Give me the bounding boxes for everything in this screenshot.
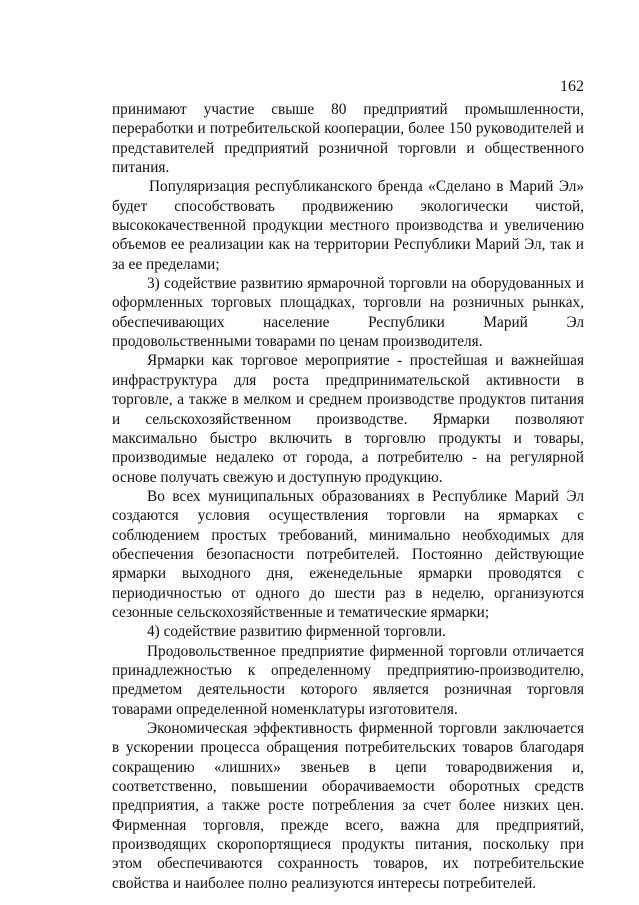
page-number: 162 <box>560 78 584 95</box>
paragraph-item-4: 4) содействие развитию фирменной торговли. <box>147 623 446 641</box>
paragraph-item-3: 3) содействие развитию ярмарочной торговли на оборудованных и оформленных торговых площадках, торговли на розничных рынках, обеспечивающих население Республики Марий Эл продовольственными товарами по ценам производителя. <box>112 275 584 351</box>
paragraph-brand-popularization: Популяризация республиканского бренда «Сделано в Марий Эл» будет способствовать продвижению экологически чистой, высококачественной продукции местного производства и увеличению объемов ее реализации как на территории Республики Марий Эл, так и за ее пределами; <box>112 178 584 273</box>
paragraph-continuation: принимают участие свыше 80 предприятий промышленности, переработки и потребительской кооперации, более 150 руководителей и представителей предприятий розничной торговли и общественного питания. <box>112 101 584 177</box>
paragraph-brand-enterprise: Продовольственное предприятие фирменной торговли отличается принадлежностью к определенному предприятию-производителю, предметом деятельности которого является розничная торговля товарами определенной номенклатуры изготовителя. <box>112 642 584 718</box>
document-body <box>112 100 584 893</box>
paragraph-fairs-infrastructure: Ярмарки как торговое мероприятие - простейшая и важнейшая инфраструктура для роста предпринимательской активности в торговле, а также в мелком и среднем производстве продуктов питания и сельскохозяйственном производстве. Ярмарки позволяют максимально быстро включить в торговлю продукты и товары, производимые недалеко от города, а потребителю - на регулярной основе получать свежую и доступную продукцию. <box>112 352 584 486</box>
paragraph-economic-efficiency: Экономическая эффективность фирменной торговли заключается в ускорении процесса обращения потребительских товаров благодаря сокращению «лишних» звеньев в цепи товародвижения и, соответственно, повышении оборачиваемости оборотных средств предприятия, а также росте потребления за счет более низких цен. Фирменная торговля, прежде всего, важна для предприятий, производящих скоропортящиеся продукты питания, поскольку при этом обеспечиваются сохранность товаров, их потребительские свойства и наиболее полно реализуются интересы потребителей. <box>112 720 584 892</box>
paragraph-municipal-fairs: Во всех муниципальных образованиях в Республике Марий Эл создаются условия осуществления торговли на ярмарках с соблюдением простых требований, минимально необходимых для обеспечения безопасности потребителей. Постоянно действующие ярмарки выходного дня, еженедельные ярмарки проводятся с периодичностью от одного до шести раз в неделю, организуются сезонные сельскохозяйственные и тематические ярмарки; <box>112 487 584 621</box>
